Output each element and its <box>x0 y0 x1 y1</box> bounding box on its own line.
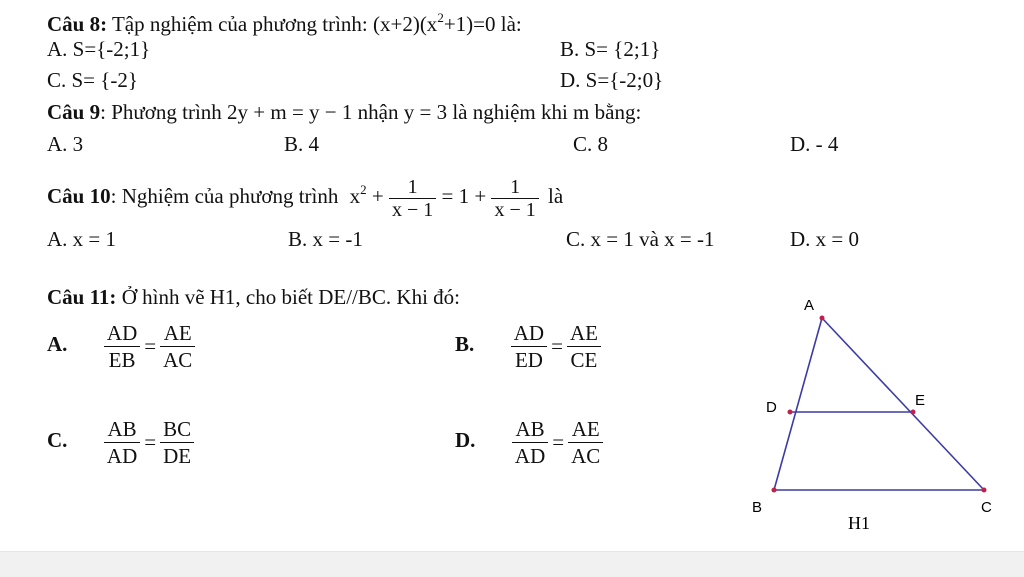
q8-equation: $(x+2)(x^2+1)=0$ <box>372 10 496 36</box>
q11-option-d: D. $\frac{AB}{AD}$ = $\frac{AE}{AC}$ <box>455 410 603 470</box>
q10-fraction-1: $\frac{1}{x - 1}$ <box>389 176 436 221</box>
q8-option-c: C. S= {-2} <box>47 68 138 92</box>
label-a: A <box>804 297 815 314</box>
q11-text: Ở hình vẽ H1, cho biết DE//BC. Khi đó: <box>121 285 460 309</box>
point-b <box>772 488 777 493</box>
q11-a-fraction-right: $\frac{AE}{AC}$ <box>160 320 195 373</box>
label-b: B <box>752 499 763 516</box>
question-8 <box>47 6 522 36</box>
q11-option-d-letter: D. <box>455 428 476 452</box>
q11-b-fraction-right: $\frac{AE}{CE}$ <box>567 320 601 373</box>
question-11 <box>47 285 460 309</box>
q10-tail: là <box>547 184 564 208</box>
segment-ac <box>822 318 984 490</box>
question-9 <box>47 100 641 124</box>
q9-equation: 2y + m = y − 1 <box>227 100 353 124</box>
q8-option-b: B. S= {2;1} <box>560 37 661 61</box>
q9-tail: là nghiệm khi m bằng: <box>452 100 642 124</box>
q11-option-c: C. $\frac{AB}{AD}$ = $\frac{BC}{DE}$ <box>47 410 194 470</box>
q11-c-fraction-left: $\frac{AB}{AD}$ <box>104 416 140 469</box>
q10-option-a: A. x = 1 <box>47 227 117 251</box>
q8-tail: là: <box>500 12 522 36</box>
bottom-bar <box>0 551 1024 577</box>
q11-b-fraction-left: $\frac{AD}{ED}$ <box>511 320 547 373</box>
q9-text: : Phương trình <box>100 100 222 124</box>
q9-option-b: B. 4 <box>284 132 320 156</box>
q9-label: Câu 9 <box>47 100 101 124</box>
question-10 <box>47 160 563 220</box>
q10-option-d: D. x = 0 <box>790 227 860 251</box>
label-e: E <box>915 392 926 409</box>
label-c: C <box>981 499 992 516</box>
q8-text: Tập nghiệm của phương trình: <box>111 12 368 36</box>
segment-ab <box>774 318 822 490</box>
point-d <box>788 410 793 415</box>
point-c <box>982 488 987 493</box>
q11-option-c-letter: C. <box>47 428 68 452</box>
q8-option-a: A. S={-2;1} <box>47 37 151 61</box>
q11-d-fraction-left: $\frac{AB}{AD}$ <box>512 416 548 469</box>
q11-c-fraction-right: $\frac{BC}{DE}$ <box>160 416 194 469</box>
q8-label: Câu 8: <box>47 12 108 36</box>
q10-fraction-2: $\frac{1}{x - 1}$ <box>491 176 538 221</box>
point-e <box>911 410 916 415</box>
point-a <box>820 316 825 321</box>
q9-condition: y = 3 <box>403 100 448 124</box>
q11-option-b: B. $\frac{AD}{ED}$ = $\frac{AE}{CE}$ <box>455 314 601 374</box>
figure-caption: H1 <box>848 513 870 533</box>
q9-mid: nhận <box>357 100 399 124</box>
q9-option-a: A. 3 <box>47 132 84 156</box>
q11-option-a: A. $\frac{AD}{EB}$ = $\frac{AE}{AC}$ <box>47 314 195 374</box>
triangle-figure-h1 <box>740 290 1020 540</box>
q9-option-d: D. - 4 <box>790 132 839 156</box>
q9-option-c: C. 8 <box>573 132 609 156</box>
q11-a-fraction-left: $\frac{AD}{EB}$ <box>104 320 140 373</box>
q11-label: Câu 11: <box>47 285 117 309</box>
q10-equation: $x^2$ + $\frac{1}{x - 1}$ = 1 + $\frac{1}{x - 1}$ <box>350 184 544 208</box>
q11-option-a-letter: A. <box>47 332 68 356</box>
label-d: D <box>766 399 777 416</box>
q11-option-b-letter: B. <box>455 332 475 356</box>
q11-d-fraction-right: $\frac{AE}{AC}$ <box>568 416 603 469</box>
q10-option-b: B. x = -1 <box>288 227 363 251</box>
q10-label: Câu 10 <box>47 184 111 208</box>
q8-option-d: D. S={-2;0} <box>560 68 664 92</box>
q10-option-c: C. x = 1 và x = -1 <box>566 227 715 251</box>
q10-text: : Nghiệm của phương trình <box>110 184 339 208</box>
